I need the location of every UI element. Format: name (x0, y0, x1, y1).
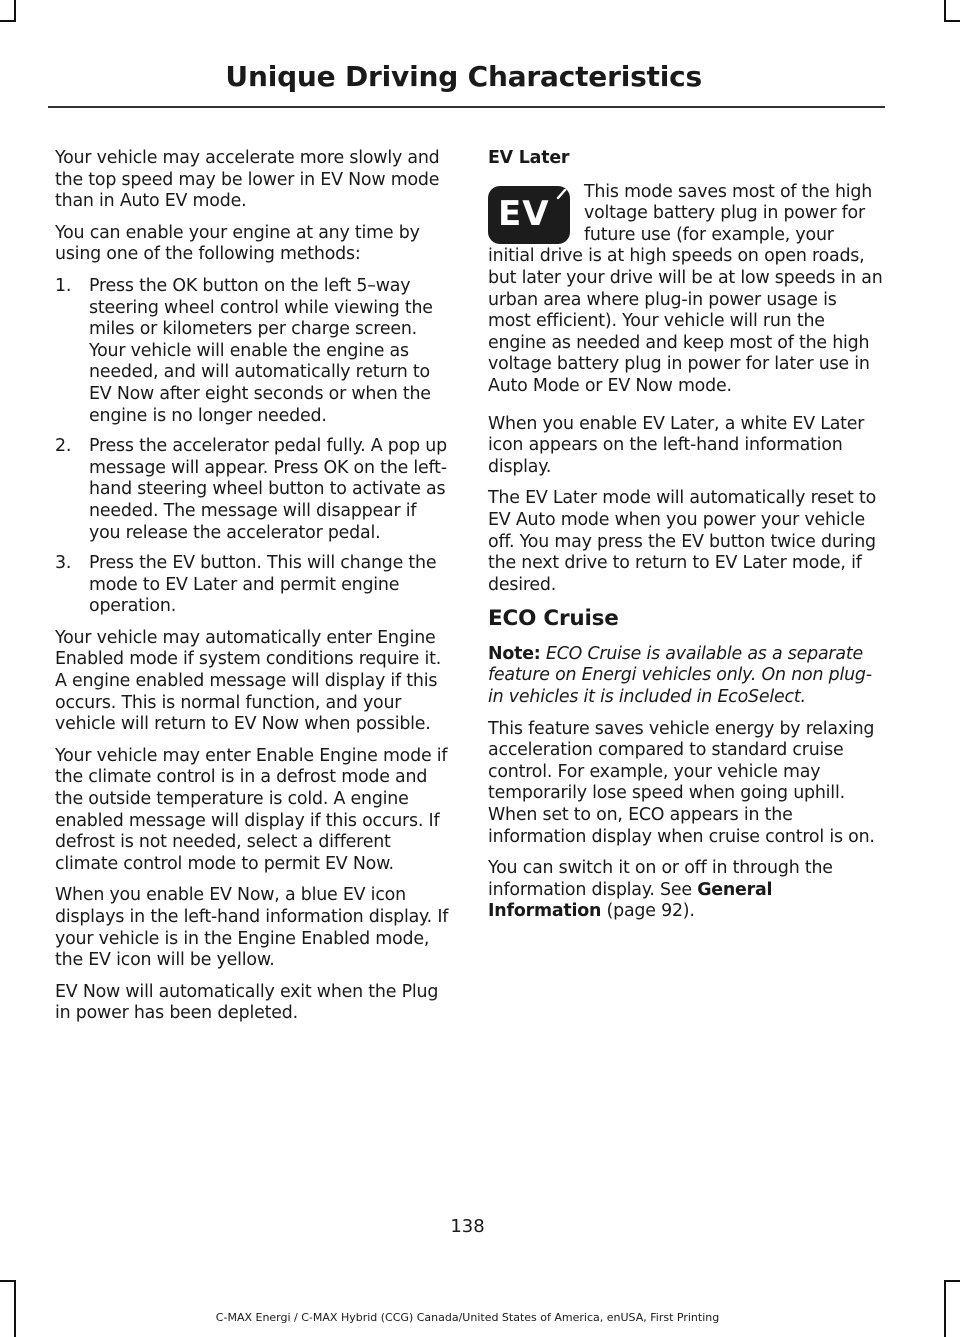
eco-cruise-heading: ECO Cruise (488, 606, 619, 632)
crop-mark-bottom-right-v (944, 1280, 946, 1337)
crop-mark-top-left-v (14, 0, 16, 22)
crop-mark-bottom-left-h (0, 1280, 16, 1282)
paragraph: When you enable EV Now, a blue EV icon displays in the left-hand information display. If your vehicle is in the Engine Enabled mode, the EV icon will be yellow. (55, 885, 449, 971)
header-divider (48, 106, 885, 108)
paragraph: Your vehicle may automatically enter Engine Enabled mode if system conditions require it. A engine enabled message will display if this occurs. This is normal function, and your vehicle will return to EV Now when possible. (55, 627, 442, 735)
ev-later-icon (488, 186, 570, 244)
list-item (55, 276, 450, 427)
footer-text: C-MAX Energi / C-MAX Hybrid (CCG) Canada/United States of America, enUSA, First Printing (215, 1311, 720, 1324)
ev-later-section (488, 182, 884, 398)
paragraph: This feature saves vehicle energy by relaxing acceleration compared to standard cruise control. For example, your vehicle may temporarily lose speed when going uphill. When set to on, ECO appears in the information display when cruise control is on. (488, 718, 875, 847)
paragraph (488, 858, 884, 923)
methods-list (55, 276, 450, 618)
page-number: 138 (450, 1216, 485, 1237)
right-column (488, 148, 884, 933)
list-item-number: 1. (55, 275, 72, 296)
plug-bolt-icon (551, 189, 567, 205)
paragraph-text: You can switch it on or off in through the information display. See (488, 858, 833, 900)
paragraph: You can enable your engine at any time by using one of the following methods: (55, 222, 420, 265)
list-item-text: Press the accelerator pedal fully. A pop up message will appear. Press OK on the left-hand steering wheel button to activate as needed. The message will disappear if you release the accelerator pedal. (89, 436, 447, 543)
page-title: Unique Driving Characteristics (225, 60, 702, 93)
crop-mark-bottom-right-h (944, 1280, 960, 1282)
page-reference: (page 92). (601, 901, 695, 922)
list-item-number: 3. (55, 553, 72, 574)
list-item-text: Press the OK button on the left 5–way steering wheel control while viewing the miles or kilometers per charge screen. Your vehicle will enable the engine as needed, and will automatically return to EV Now after eight seconds or when the engine is no longer needed. (89, 275, 433, 426)
crop-mark-top-right-h (944, 20, 960, 22)
list-item-text: Press the EV button. This will change the mode to EV Later and permit engine operation. (89, 553, 437, 617)
ev-later-heading: EV Later (488, 148, 570, 168)
crop-mark-top-left-h (0, 20, 16, 22)
note-text: ECO Cruise is available as a separate feature on Energi vehicles only. On non plug-in vehicles it is included in EcoSelect. (488, 643, 872, 708)
note-label: Note: (488, 643, 541, 664)
ev-icon-label: EV (498, 193, 550, 234)
left-column (55, 148, 450, 1035)
crop-mark-bottom-left-v (14, 1280, 16, 1337)
paragraph: EV Now will automatically exit when the Plug in power has been depleted. (55, 981, 439, 1024)
list-item (55, 436, 450, 544)
list-item (55, 553, 450, 618)
paragraph: Your vehicle may enter Enable Engine mode if the climate control is in a defrost mode and the outside temperature is cold. A engine enabled message will display if this occurs. If defrost is not needed, select a different climate control mode to permit EV Now. (55, 745, 448, 874)
list-item-number: 2. (55, 436, 72, 457)
paragraph: This mode saves most of the high voltage battery plug in power for future use (for example, your initial drive is at high speeds on open roads, but later your drive will be at low speeds in an urban area where plug-in power usage is most efficient). Your vehicle will run the engine as needed and keep most of the high voltage battery plug in power for later use in Auto Mode or EV Now mode. (488, 181, 883, 396)
note (488, 644, 884, 709)
paragraph: The EV Later mode will automatically reset to EV Auto mode when you power your vehicle off. You may press the EV button twice during the next drive to return to EV Later mode, if desired. (488, 488, 877, 595)
crop-mark-top-right-v (944, 0, 946, 22)
paragraph: Your vehicle may accelerate more slowly and the top speed may be lower in EV Now mode than in Auto EV mode. (55, 148, 440, 212)
paragraph: When you enable EV Later, a white EV Later icon appears on the left-hand information display. (488, 413, 865, 477)
general-information-link[interactable]: General Information (488, 879, 773, 922)
